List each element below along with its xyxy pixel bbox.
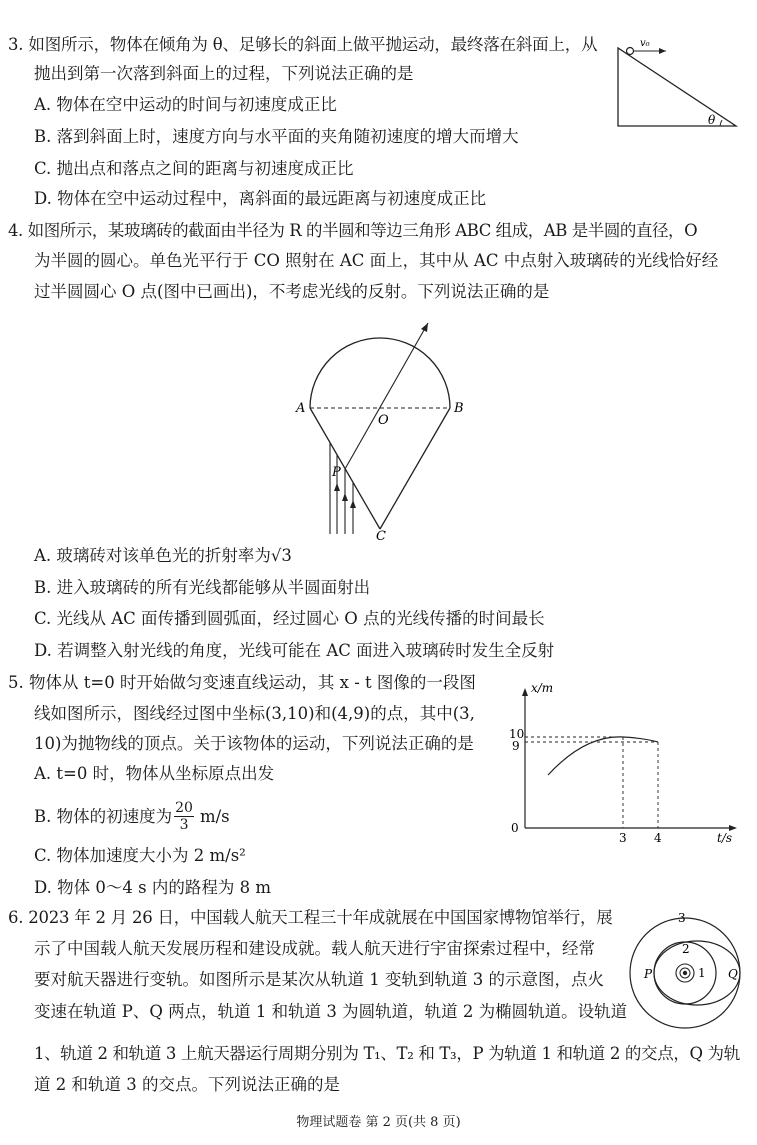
- refracted-ray: [345, 323, 428, 469]
- q6-stem-line-4: 变速在轨道 P、Q 两点，轨道 1 和轨道 3 为圆轨道，轨道 2 为椭圆轨道。设轨道: [34, 1002, 628, 1021]
- q4-stem-line-3: 过半圆圆心 O 点(图中已画出)，不考虑光线的反射。下列说法正确的是: [34, 282, 550, 301]
- q3-option-c: C. 抛出点和落点之间的距离与初速度成正比: [34, 159, 354, 178]
- q3-stem-line-2: 抛出到第一次落到斜面上的过程，下列说法正确的是: [34, 64, 414, 83]
- orbit-3-label: 3: [678, 911, 686, 925]
- semicircle-arc: [310, 338, 450, 408]
- q4-stem-line-2: 为半圆的圆心。单色光平行于 CO 照射在 AC 面上，其中从 AC 中点射入玻璃砖的光线恰好经: [34, 251, 719, 270]
- ray-arrow-icon: [342, 493, 348, 501]
- q4-option-c: C. 光线从 AC 面传播到圆弧面，经过圆心 O 点的光线传播的时间最长: [34, 609, 545, 628]
- q4-option-b: B. 进入玻璃砖的所有光线都能够从半圆面射出: [34, 578, 371, 597]
- q6-stem-line-2: 示了中国载人航天发展历程和建设成就。载人航天进行宇宙探索过程中，经常: [34, 939, 595, 958]
- page-footer: 物理试题卷 第 2 页(共 8 页): [296, 1115, 461, 1130]
- y-tick-10: 10: [509, 727, 525, 741]
- q5-xt-graph: [505, 680, 745, 848]
- q4-stem-line-1: 4. 如图所示，某玻璃砖的截面由半径为 R 的半圆和等边三角形 ABC 组成，AB 是半圆的直径，O: [8, 221, 698, 240]
- q6-stem-line-5: 1、轨道 2 和轨道 3 上航天器运行周期分别为 T₁、T₂ 和 T₃，P 为轨道 1 和轨道 2 的交点，Q 为轨: [34, 1044, 740, 1063]
- q5-fraction: [174, 800, 194, 833]
- projectile-ball: [627, 48, 634, 55]
- q5-option-c: C. 物体加速度大小为 2 m/s²: [34, 846, 246, 865]
- orbit-1-label: 1: [698, 966, 706, 980]
- q4-option-a: A. 玻璃砖对该单色光的折射率为√3: [34, 546, 292, 565]
- fraction-denominator: 3: [179, 817, 189, 833]
- label-p: P: [332, 465, 341, 480]
- orbit-2-label: 2: [682, 942, 690, 956]
- origin-label: 0: [511, 821, 519, 835]
- x-tick-4: 4: [654, 831, 662, 845]
- q5-option-d: D. 物体 0～4 s 内的路程为 8 m: [34, 878, 271, 897]
- q5-stem-line-1: 5. 物体从 t=0 时开始做匀变速直线运动，其 x - t 图像的一段图: [8, 673, 476, 692]
- q6-stem-line-6: 道 2 和轨道 3 的交点。下列说法正确的是: [34, 1075, 340, 1094]
- fraction-numerator: 20: [175, 800, 193, 816]
- ray-arrow-icon: [334, 483, 340, 491]
- y-tick-9: 9: [512, 739, 520, 753]
- q5-option-a: A. t=0 时，物体从坐标原点出发: [34, 764, 275, 783]
- label-o: O: [378, 413, 389, 428]
- ray-arrow-icon: [421, 323, 428, 332]
- q3-option-a: A. 物体在空中运动的时间与初速度成正比: [34, 95, 337, 114]
- q5-stem-line-2: 线如图所示，图线经过图中坐标(3,10)和(4,9)的点，其中(3,: [34, 704, 475, 723]
- point-p-label: P: [644, 967, 653, 981]
- graph-ylabel: x/m: [531, 681, 554, 695]
- q6-orbit-figure: [620, 908, 750, 1038]
- graph-xlabel: t/s: [717, 831, 733, 845]
- q3-option-d: D. 物体在空中运动过程中，离斜面的最远距离与初速度成正比: [34, 189, 487, 208]
- q5-option-b-prefix: B. 物体的初速度为: [34, 806, 173, 826]
- q3-stem-line-1: 3. 如图所示，物体在倾角为 θ、足够长的斜面上做平抛运动，最终落在斜面上，从: [8, 35, 598, 54]
- q5-option-b: [34, 800, 230, 833]
- side-bc: [380, 408, 450, 529]
- q6-stem-line-3: 要对航天器进行变轨。如图所示是某次从轨道 1 变轨到轨道 3 的示意图，点火: [34, 970, 604, 989]
- arrow-head-icon: [659, 48, 666, 54]
- point-q-label: Q: [728, 967, 738, 981]
- ray-arrow-icon: [350, 500, 356, 508]
- incline-triangle: [618, 48, 736, 126]
- xt-curve: [548, 737, 658, 775]
- q4-glass-brick-figure: [290, 318, 480, 544]
- x-tick-3: 3: [619, 831, 627, 845]
- v0-label: v₀: [640, 38, 650, 49]
- q5-option-b-unit: m/s: [199, 806, 230, 826]
- label-c: C: [376, 529, 386, 544]
- q6-stem-line-1: 6. 2023 年 2 月 26 日，中国载人航天工程三十年成就展在中国国家博物馆举行，展: [8, 908, 613, 927]
- planet-core: [683, 971, 687, 975]
- angle-arc: [720, 120, 722, 126]
- q4-option-d: D. 若调整入射光线的角度，光线可能在 AC 面进入玻璃砖时发生全反射: [34, 641, 555, 660]
- label-a: A: [296, 401, 306, 416]
- q3-option-b: B. 落到斜面上时，速度方向与水平面的夹角随初速度的增大而增大: [34, 127, 519, 146]
- q3-incline-figure: [608, 36, 748, 132]
- theta-label: θ: [708, 113, 716, 127]
- label-b: B: [454, 401, 464, 416]
- axis-arrow-icon: [522, 688, 528, 696]
- q5-stem-line-3: 10)为抛物线的顶点。关于该物体的运动，下列说法正确的是: [34, 734, 474, 753]
